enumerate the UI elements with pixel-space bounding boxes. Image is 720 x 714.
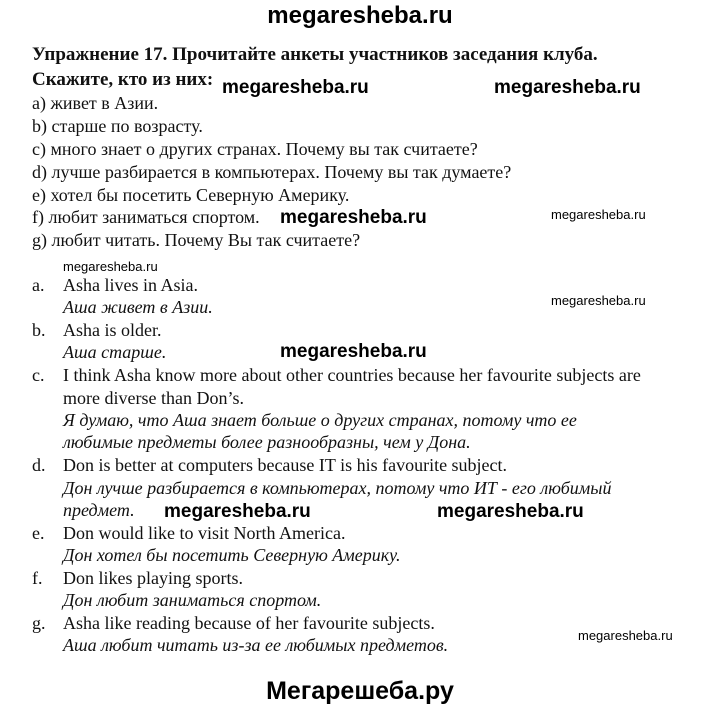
watermark: megaresheba.ru [437,501,584,522]
site-header: megaresheba.ru [267,2,453,29]
answer-english: Asha is older. [63,320,162,340]
answer-translation: Я думаю, что Аша знает больше о других странах, потому что ее [63,410,577,430]
answer-marker: c. [32,365,45,385]
site-footer: Мегарешеба.ру [266,677,454,705]
watermark: megaresheba.ru [551,207,646,222]
task-g: g) любит читать. Почему Вы так считаете? [32,230,361,250]
task-a: a) живет в Азии. [32,93,159,113]
answer-marker: f. [32,568,43,588]
answer-translation: Дон хотел бы посетить Северную Америку. [63,545,401,565]
task-c: c) много знает о других странах. Почему вы так считаете? [32,139,478,159]
watermark: megaresheba.ru [63,259,158,274]
task-d: d) лучше разбирается в компьютерах. Почему вы так думаете? [32,162,512,182]
watermark: megaresheba.ru [222,77,369,98]
watermark: megaresheba.ru [494,77,641,98]
task-b: b) старше по возрасту. [32,116,203,136]
answer-english: Asha like reading because of her favourite subjects. [63,613,435,633]
answer-english: I think Asha know more about other countries because her favourite subjects are [63,365,641,385]
answer-translation: предмет. [63,500,135,520]
answer-english: more diverse than Don’s. [63,388,244,408]
answer-marker: b. [32,320,46,340]
task-e: e) хотел бы посетить Северную Америку. [32,185,350,205]
answer-translation: Аша живет в Азии. [63,297,213,317]
exercise-heading-line1: Упражнение 17. Прочитайте анкеты участников заседания клуба. [32,44,598,65]
answer-marker: d. [32,455,46,475]
watermark: megaresheba.ru [280,207,427,228]
answer-marker: g. [32,613,46,633]
answer-marker: a. [32,275,45,295]
task-f: f) любит заниматься спортом. [32,207,260,227]
answer-english: Don is better at computers because IT is his favourite subject. [63,455,508,475]
answer-translation: Аша старше. [63,342,167,362]
watermark: megaresheba.ru [280,341,427,362]
answer-translation: Дон любит заниматься спортом. [63,590,322,610]
exercise-heading-line2: Скажите, кто из них: [32,69,214,90]
answer-english: Don would like to visit North America. [63,523,346,543]
answer-english: Don likes playing sports. [63,568,243,588]
answer-translation: любимые предметы более разнообразны, чем у Дона. [63,432,471,452]
answer-marker: e. [32,523,45,543]
answer-translation: Аша любит читать из-за ее любимых предметов. [63,635,449,655]
watermark: megaresheba.ru [551,293,646,308]
answer-translation: Дон лучше разбирается в компьютерах, потому что ИТ - его любимый [63,478,612,498]
answer-english: Asha lives in Asia. [63,275,198,295]
watermark: megaresheba.ru [578,628,673,643]
watermark: megaresheba.ru [164,501,311,522]
